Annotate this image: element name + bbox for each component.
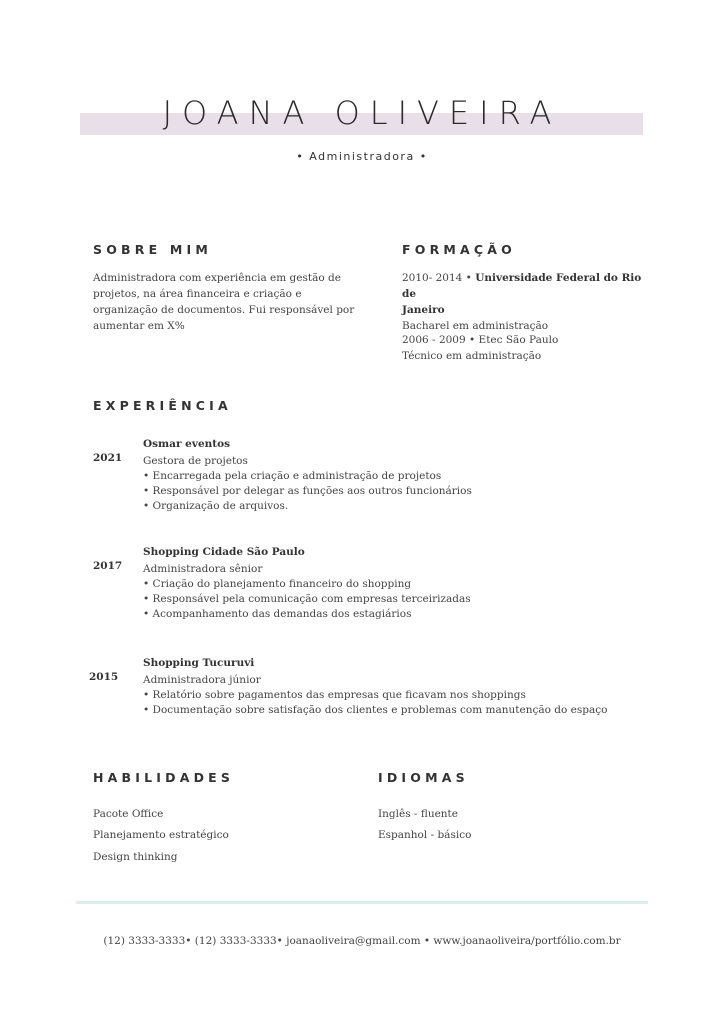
- about-line: aumentar em X%: [93, 320, 185, 332]
- skill-item: Pacote Office: [93, 808, 164, 820]
- job-entry: [143, 656, 607, 718]
- about-line: projetos, na área financeira e criação e: [93, 288, 302, 300]
- contact-info: (12) 3333-3333• (12) 3333-3333• joanaoliveira@gmail.com • www.joanaoliveira/portfólio.com.br: [103, 935, 621, 947]
- job-entry: [143, 545, 471, 622]
- education-title: FORMAÇÃO: [402, 242, 516, 257]
- experience-title: EXPERIÊNCIA: [93, 398, 232, 413]
- job-year: 2017: [93, 560, 123, 572]
- job-company: Osmar eventos: [143, 438, 231, 450]
- education-entry: [402, 270, 652, 334]
- about-line: Administradora com experiência em gestão de: [93, 272, 341, 284]
- job-bullet: • Relatório sobre pagamentos das empresas que ficavam nos shoppings: [143, 689, 526, 701]
- education-period: 2006 - 2009 •: [402, 334, 479, 346]
- language-item: Inglês - fluente: [378, 808, 458, 820]
- job-bullet: • Criação do planejamento financeiro do shopping: [143, 578, 412, 590]
- footer-divider: [76, 901, 648, 904]
- job-position: Administradora sênior: [143, 563, 263, 575]
- about-line: organização de documentos. Fui responsável por: [93, 304, 355, 316]
- job-bullet: • Responsável pela comunicação com empresas terceirizadas: [143, 593, 471, 605]
- education-period: 2010- 2014 •: [402, 272, 476, 284]
- job-company: Shopping Tucuruvi: [143, 657, 255, 669]
- language-item: Espanhol - básico: [378, 829, 472, 841]
- job-year: 2021: [93, 452, 123, 464]
- education-entry: [402, 332, 652, 364]
- candidate-role: • Administradora •: [296, 150, 428, 163]
- job-bullet: • Documentação sobre satisfação dos clientes e problemas com manutenção do espaço: [143, 704, 608, 716]
- job-bullet: • Acompanhamento das demandas dos estagiários: [143, 608, 412, 620]
- job-position: Gestora de projetos: [143, 455, 248, 467]
- education-degree: Bacharel em administração: [402, 320, 549, 332]
- job-entry: [143, 437, 472, 514]
- candidate-name: JOANA OLIVEIRA: [162, 94, 562, 132]
- skills-title: HABILIDADES: [93, 770, 235, 785]
- job-year: 2015: [89, 671, 119, 683]
- education-school: Etec São Paulo: [478, 334, 559, 346]
- skill-item: Design thinking: [93, 851, 178, 863]
- skill-item: Planejamento estratégico: [93, 829, 229, 841]
- job-bullet: • Encarregada pela criação e administração de projetos: [143, 470, 442, 482]
- job-bullet: • Organização de arquivos.: [143, 500, 289, 512]
- job-company: Shopping Cidade São Paulo: [143, 546, 305, 558]
- education-school: Janeiro: [402, 304, 445, 316]
- about-title: SOBRE MIM: [93, 242, 213, 257]
- languages-title: IDIOMAS: [378, 770, 469, 785]
- education-school: Universidade Federal do Rio de: [402, 272, 642, 300]
- about-text: [93, 270, 383, 334]
- job-bullet: • Responsável por delegar as funções aos outros funcionários: [143, 485, 472, 497]
- education-degree: Técnico em administração: [402, 350, 542, 362]
- job-position: Administradora júnior: [143, 674, 261, 686]
